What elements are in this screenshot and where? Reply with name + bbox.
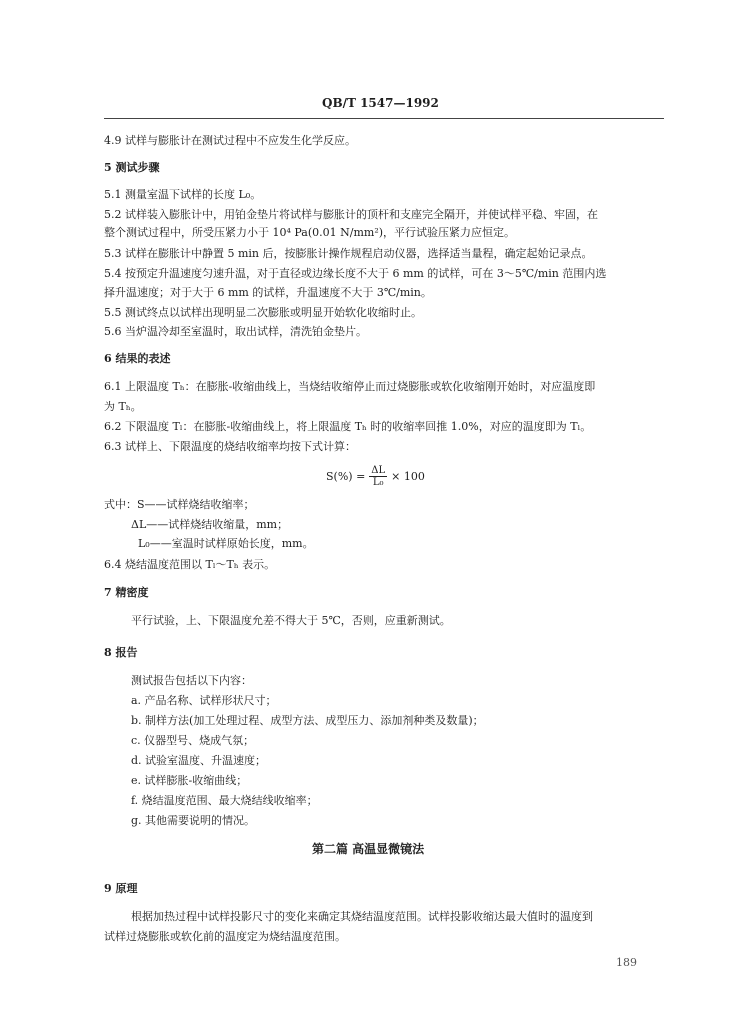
clause-4-9: 4.9 试样与膨胀计在测试过程中不应发生化学反应。	[104, 134, 356, 147]
clause-5-2a: 5.2 试样装入膨胀计中，用铂金垫片将试样与膨胀计的顶杆和支座完全隔开，并使试样平稳、牢固，在	[104, 208, 598, 221]
report-intro: 测试报告包括以下内容：	[131, 674, 252, 687]
where-line-3: L₀——室温时试样原始长度，mm。	[138, 537, 314, 550]
header-rule	[104, 118, 664, 119]
report-item: c. 仪器型号、烧成气氛；	[131, 734, 255, 747]
where-line-1: 式中：S——试样烧结收缩率；	[104, 498, 255, 511]
formula-fraction	[369, 465, 387, 488]
clause-9-body-a: 根据加热过程中试样投影尺寸的变化来确定其烧结温度范围。试样投影收缩达最大值时的温度到	[131, 910, 593, 923]
formula-denominator: L₀	[372, 476, 384, 488]
formula-lhs: S(%) =	[326, 469, 366, 483]
clause-6-4: 6.4 烧结温度范围以 Tₗ～Tₕ 表示。	[104, 558, 276, 571]
clause-9-body-b: 试样过烧膨胀或软化前的温度定为烧结温度范围。	[104, 930, 346, 943]
where-line-2: ΔL——试样烧结收缩量，mm；	[131, 518, 289, 531]
clause-6-1a: 6.1 上限温度 Tₕ：在膨胀-收缩曲线上，当烧结收缩停止而过烧膨胀或软化收缩刚开始时，对应温度即	[104, 380, 596, 393]
clause-5-4b: 择升温速度；对于大于 6 mm 的试样，升温速度不大于 3℃/min。	[104, 286, 432, 299]
report-item: d. 试验室温度、升温速度；	[131, 754, 267, 767]
clause-5-4a: 5.4 按预定升温速度匀速升温，对于直径或边缘长度不大于 6 mm 的试样，可在 3～5℃/min 范围内选	[104, 267, 607, 280]
section-6-title: 6 结果的表述	[104, 352, 171, 365]
section-7-title: 7 精密度	[104, 586, 149, 599]
part-2-title: 第二篇 高温显微镜法	[312, 842, 425, 856]
report-item: e. 试样膨胀-收缩曲线；	[131, 774, 248, 787]
clause-6-3: 6.3 试样上、下限温度的烧结收缩率均按下式计算：	[104, 440, 356, 453]
clause-5-1: 5.1 测量室温下试样的长度 L₀。	[104, 188, 262, 201]
report-item: g. 其他需要说明的情况。	[131, 814, 256, 827]
report-item: a. 产品名称、试样形状尺寸；	[131, 694, 277, 707]
clause-5-6: 5.6 当炉温冷却至室温时，取出试样，清洗铂金垫片。	[104, 325, 367, 338]
clause-5-2b: 整个测试过程中，所受压紧力小于 10⁴ Pa(0.01 N/mm²)，平行试验压紧力应恒定。	[104, 226, 516, 239]
clause-7-body: 平行试验，上、下限温度允差不得大于 5℃，否则，应重新测试。	[131, 614, 451, 627]
page-number: 189	[616, 956, 637, 969]
section-5-title: 5 测试步骤	[104, 161, 160, 174]
formula-numerator: ΔL	[371, 464, 386, 476]
doc-code: QB/T 1547—1992	[322, 96, 439, 110]
clause-5-5: 5.5 测试终点以试样出现明显二次膨胀或明显开始软化收缩时止。	[104, 306, 422, 319]
clause-6-2: 6.2 下限温度 Tₗ：在膨胀-收缩曲线上，将上限温度 Tₕ 时的收缩率回推 1.0%，对应的温度即为 Tₗ。	[104, 420, 592, 433]
clause-6-1b: 为 Tₕ。	[104, 400, 142, 413]
report-item: b. 制样方法(加工处理过程、成型方法、成型压力、添加剂种类及数量)；	[131, 714, 484, 727]
formula-rhs: × 100	[391, 469, 425, 483]
section-8-title: 8 报告	[104, 646, 138, 659]
report-item: f. 烧结温度范围、最大烧结线收缩率；	[131, 794, 318, 807]
section-9-title: 9 原理	[104, 882, 138, 895]
shrinkage-formula	[326, 462, 425, 490]
clause-5-3: 5.3 试样在膨胀计中静置 5 min 后，按膨胀计操作规程启动仪器，选择适当量程，确定起始记录点。	[104, 247, 593, 260]
